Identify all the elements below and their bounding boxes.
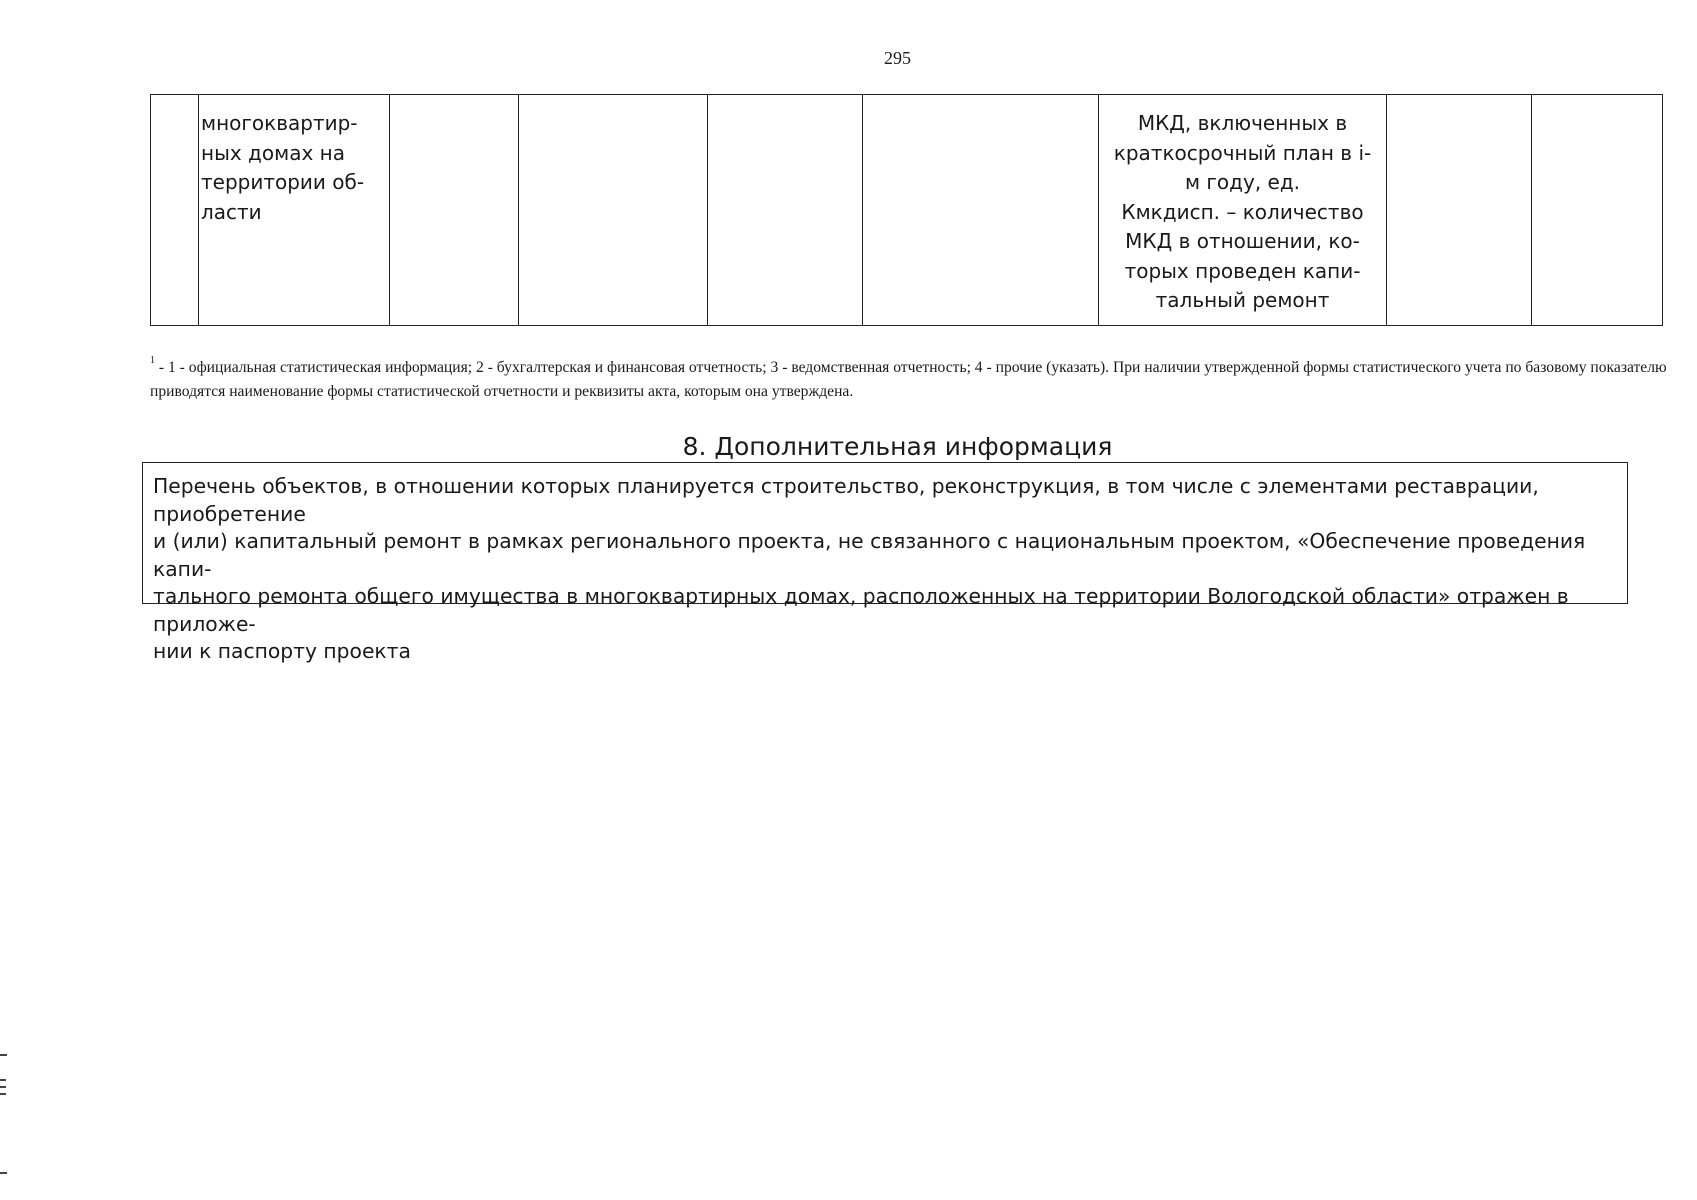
table-row [151,95,1663,326]
footnote-text: - 1 - официальная статистическая информация; 2 - бухгалтерская и финансовая отчетность; 3 - ведомственная отчетность; 4 - прочие (указать). При наличии утвержденной формы статистического учета по базовому показателю приводятся наименование формы статистической отчетности и реквизиты акта, которым она утверждена. [150,359,1667,401]
info-text-line: Перечень объектов, в отношении которых планируется строительство, реконструкция, в том числе с элементами реставрации, приобретение [153,474,1539,526]
table-cell-number [151,95,199,326]
scan-edge-mark [0,1086,6,1088]
scan-edge-mark [0,1079,6,1081]
formula-line: тальный ремонт [1155,288,1330,312]
indicator-table-continuation [150,94,1663,326]
table-cell-empty [390,95,519,326]
formula-line: Кмкдисп. – количество [1121,199,1364,224]
formula-line: МКД, включенных в [1137,111,1348,135]
table-cell-empty [708,95,863,326]
footnote [150,352,1670,404]
table-cell-empty [1387,95,1532,326]
formula-line: торых проведен капи- [1124,258,1361,283]
table-cell-formula [1099,95,1387,326]
additional-info-box [142,462,1628,663]
scan-edge-mark [0,1054,7,1056]
indicator-name-line: территории об- [201,170,365,194]
scan-edge-mark [0,1172,7,1174]
table-cell-indicator-name [199,95,390,326]
indicator-name-line: многоквартир- [201,111,358,135]
scan-edge-mark [0,1093,6,1095]
indicator-name-line: ных домах на [201,140,345,165]
formula-line: краткосрочный план в i- [1113,140,1372,165]
footnote-marker: 1 [150,355,155,366]
table-cell-empty [519,95,708,326]
formula-line: МКД в отношении, ко- [1125,229,1360,253]
section-heading: 8. Дополнительная информация [682,432,1113,461]
info-text-line: тального ремонта общего имущества в многоквартирных домах, расположенных на территории Вологодской области» отражен в приложе- [153,584,1569,636]
table-cell-empty [863,95,1099,326]
info-text-line: нии к паспорту проекта [153,639,411,663]
page-number: 295 [884,48,911,68]
info-text-line: и (или) капитальный ремонт в рамках регионального проекта, не связанного с национальным проектом, «Обеспечение проведения капи- [153,529,1586,581]
indicator-name-line: ласти [201,199,262,224]
formula-line: м году, ед. [1184,170,1301,194]
table-cell-empty [1532,95,1663,326]
